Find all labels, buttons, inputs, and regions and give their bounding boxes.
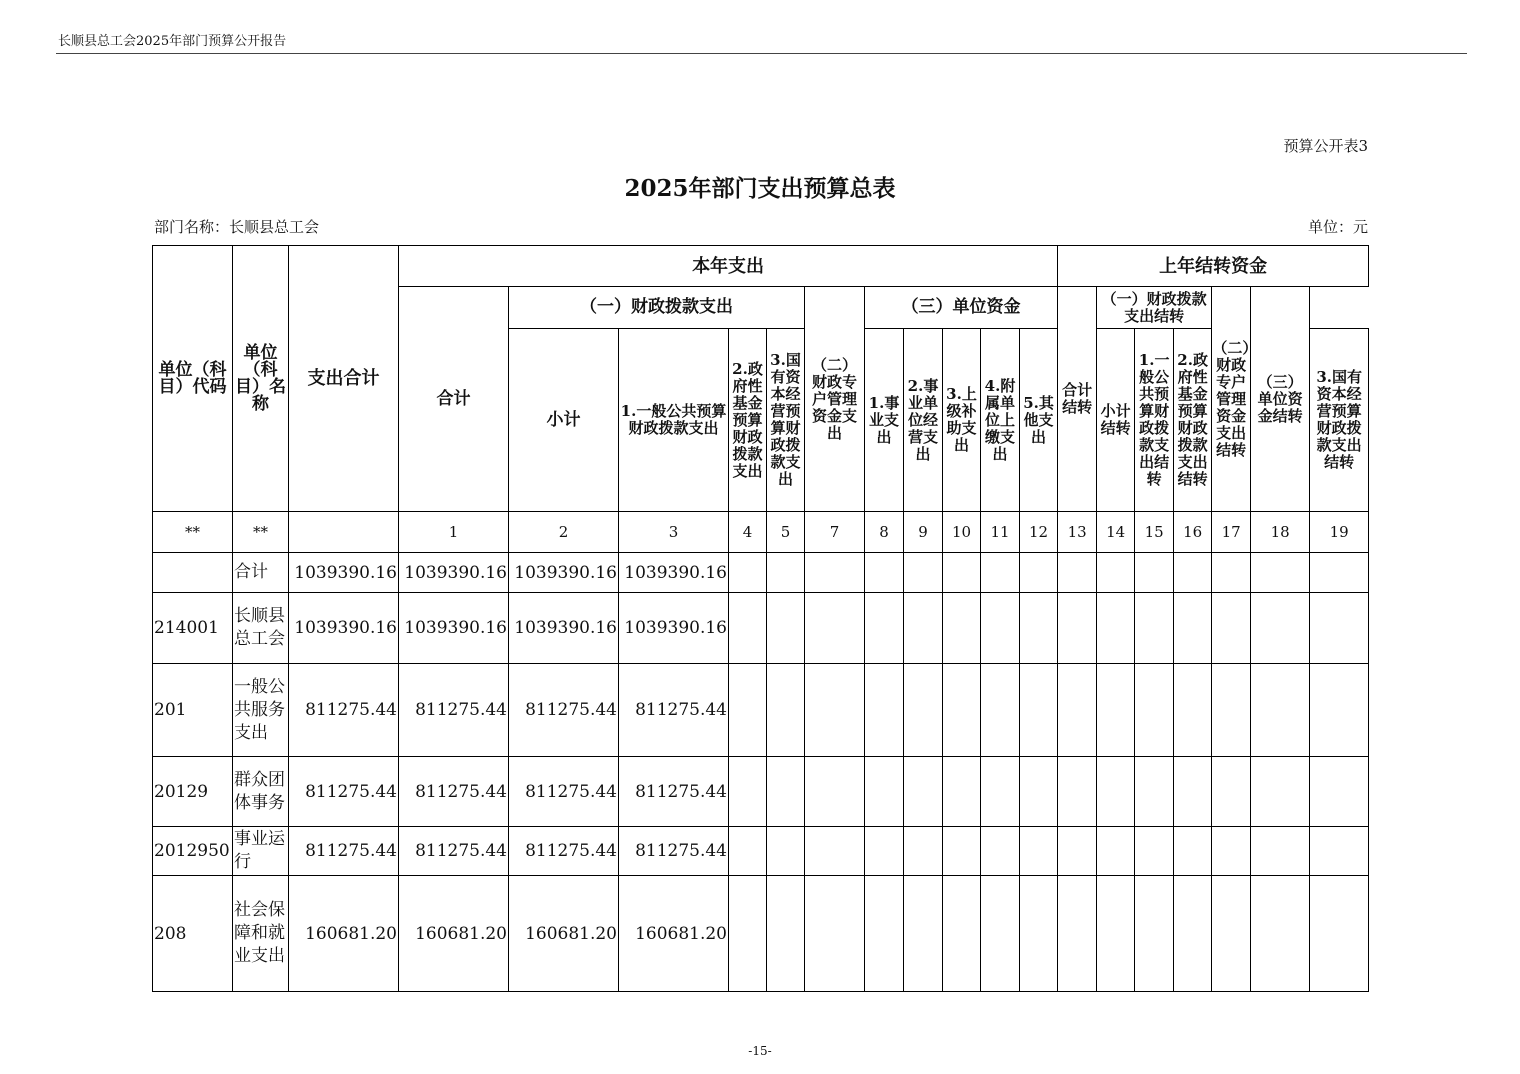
index-cell: 5 (767, 512, 805, 553)
index-cell: 13 (1058, 512, 1097, 553)
index-cell: 18 (1251, 512, 1310, 553)
header-uf-operating: 2.事业单位经营支出 (904, 329, 943, 512)
index-cell: 4 (729, 512, 767, 553)
header-uf-other: 5.其他支出 (1020, 329, 1058, 512)
header-co-state-capital: 3.国有资本经营预算财政拨款支出结转 (1310, 329, 1369, 512)
row-name: 事业运行 (233, 827, 289, 876)
header-co-subtotal: 小计结转 (1097, 329, 1135, 512)
index-cell: 1 (399, 512, 509, 553)
header-total: 支出合计 (289, 246, 399, 512)
header-current-year: 本年支出 (399, 246, 1058, 287)
row-subtotal: 811275.44 (509, 827, 619, 876)
row-code: 20129 (153, 757, 233, 827)
row-subtotal: 1039390.16 (509, 553, 619, 593)
row-name: 合计 (233, 553, 289, 593)
index-cell: 14 (1097, 512, 1135, 553)
header-fiscal-subtotal: 小计 (509, 329, 619, 512)
index-cell: 8 (865, 512, 904, 553)
header-fiscal-general: 1.一般公共预算财政拨款支出 (619, 329, 729, 512)
row-total: 811275.44 (289, 827, 399, 876)
row-subtotal: 811275.44 (509, 664, 619, 757)
row-name: 群众团体事务 (233, 757, 289, 827)
header-fiscal-gov-fund: 2.政府性基金预算财政拨款支出 (729, 329, 767, 512)
row-general: 811275.44 (619, 664, 729, 757)
row-general: 160681.20 (619, 876, 729, 992)
index-cell: 3 (619, 512, 729, 553)
header-cy-total: 合计 (399, 287, 509, 512)
row-general: 1039390.16 (619, 553, 729, 593)
header-co-fiscal: （一）财政拨款支出结转 (1097, 287, 1212, 329)
index-cell: ** (233, 512, 289, 553)
header-rule (56, 53, 1467, 54)
header-unit-code: 单位（科目）代码 (153, 246, 233, 512)
running-header: 长顺县总工会2025年部门预算公开报告 (58, 34, 287, 49)
table-row (153, 664, 1369, 757)
index-cell: 12 (1020, 512, 1058, 553)
header-unit-name: 单位（科目）名称 (233, 246, 289, 512)
index-cell: 16 (1174, 512, 1212, 553)
header-uf-subsidy: 3.上级补助支出 (943, 329, 981, 512)
index-cell: 15 (1135, 512, 1174, 553)
row-code: 2012950 (153, 827, 233, 876)
table-row (153, 827, 1369, 876)
header-special-account: （二）财政专户管理资金支出 (805, 287, 865, 512)
header-fiscal-state-capital: 3.国有资本经营预算财政拨款支出 (767, 329, 805, 512)
index-cell: 10 (943, 512, 981, 553)
row-code: 214001 (153, 593, 233, 664)
index-cell: 11 (981, 512, 1020, 553)
index-cell: 19 (1310, 512, 1369, 553)
row-general: 811275.44 (619, 827, 729, 876)
unit-label: 单位：元 (1307, 218, 1368, 236)
row-name: 社会保障和就业支出 (233, 876, 289, 992)
row-subtotal: 1039390.16 (509, 593, 619, 664)
index-cell: 7 (805, 512, 865, 553)
index-cell: 2 (509, 512, 619, 553)
table-row (153, 593, 1369, 664)
row-general: 811275.44 (619, 757, 729, 827)
row-cy-total: 1039390.16 (399, 553, 509, 593)
row-cy-total: 160681.20 (399, 876, 509, 992)
row-total: 811275.44 (289, 757, 399, 827)
index-row (153, 512, 1369, 553)
header-unit-funds: （三）单位资金 (865, 287, 1058, 329)
table-number: 预算公开表3 (1283, 137, 1368, 155)
row-code (153, 553, 233, 593)
header-co-special: （二）财政专户管理资金支出结转 (1212, 287, 1251, 512)
row-cy-total: 811275.44 (399, 757, 509, 827)
row-subtotal: 160681.20 (509, 876, 619, 992)
header-fiscal: （一）财政拨款支出 (509, 287, 805, 329)
table-row (153, 757, 1369, 827)
header-carryover: 上年结转资金 (1058, 246, 1369, 287)
index-cell: 17 (1212, 512, 1251, 553)
header-uf-affiliated: 4.附属单位上缴支出 (981, 329, 1020, 512)
header-uf-business: 1.事业支出 (865, 329, 904, 512)
index-cell: 9 (904, 512, 943, 553)
row-cy-total: 1039390.16 (399, 593, 509, 664)
table-row (153, 553, 1369, 593)
page-title: 2025年部门支出预算总表 (624, 175, 896, 202)
row-code: 201 (153, 664, 233, 757)
header-co-general: 1.一般公共预算财政拨款支出结转 (1135, 329, 1174, 512)
page-number: -15- (748, 1044, 772, 1058)
row-subtotal: 811275.44 (509, 757, 619, 827)
header-co-unit: （三）单位资金结转 (1251, 287, 1310, 512)
row-name: 一般公共服务支出 (233, 664, 289, 757)
table-row (153, 876, 1369, 992)
row-total: 811275.44 (289, 664, 399, 757)
row-total: 1039390.16 (289, 593, 399, 664)
row-code: 208 (153, 876, 233, 992)
row-name: 长顺县总工会 (233, 593, 289, 664)
index-cell (289, 512, 399, 553)
row-general: 1039390.16 (619, 593, 729, 664)
budget-table (152, 245, 1369, 992)
row-total: 1039390.16 (289, 553, 399, 593)
header-co-total: 合计结转 (1058, 287, 1097, 512)
row-cy-total: 811275.44 (399, 827, 509, 876)
department-label: 部门名称：长顺县总工会 (154, 218, 320, 236)
row-total: 160681.20 (289, 876, 399, 992)
header-co-gov-fund: 2.政府性基金预算财政拨款支出结转 (1174, 329, 1212, 512)
index-cell: ** (153, 512, 233, 553)
row-cy-total: 811275.44 (399, 664, 509, 757)
